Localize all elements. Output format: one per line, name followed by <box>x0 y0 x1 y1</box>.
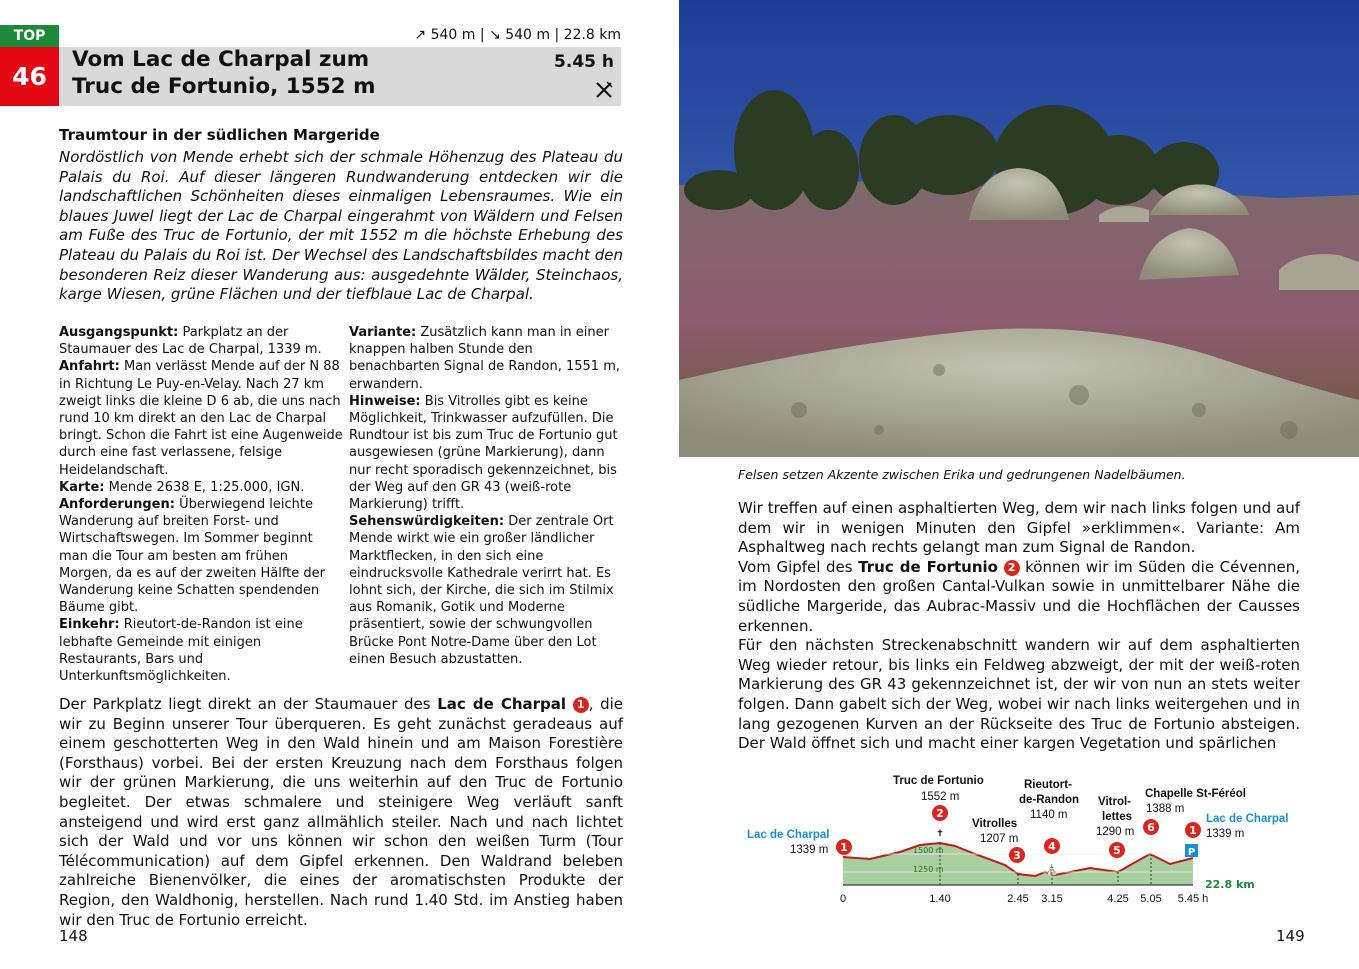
svg-text:2: 2 <box>936 807 944 820</box>
intro-text: Nordöstlich von Mende erhebt sich der schmale Höhenzug des Plateau du Palais du Roi. Auf dieser längeren Rundwanderung entdecken wir die landschaftlichen Schönheiten dieses einmaligen Lebensraumes. Wie ein blaues Juwel liegt der Lac de Charpal eingerahmt von Wäldern und Felsen am Fuße des Truc de Fortunio, der mit 1552 m die höchste Erhebung des Plateau du Palais du Roi ist. Der Wechsel des Landschaftsbildes macht den besonderen Reiz dieser Wanderung aus: ausgedehnte Wälder, Steinchaos, karge Wiesen, grüne Flächen und der tiefblaue Lac de Charpal. <box>59 148 623 304</box>
photo-caption: Felsen setzen Akzente zwischen Erika und gedrungenen Nadelbäumen. <box>738 467 1186 482</box>
place-name: Lac de Charpal <box>437 695 567 713</box>
info-label: Anfahrt: <box>59 359 120 375</box>
info-label: Karte: <box>59 479 105 495</box>
time-label: 5.05 <box>1140 893 1162 905</box>
parking-label: P <box>1187 847 1196 858</box>
tour-stats: ↗ 540 m | ↘ 540 m | 22.8 km <box>414 27 621 43</box>
waypoint-name: lettes <box>1102 811 1133 823</box>
info-entry <box>59 324 343 358</box>
time-label: 1.40 <box>929 893 951 905</box>
distance-label: 22.8 km <box>1205 878 1255 891</box>
waypoint-name: Vitrolles <box>972 818 1018 830</box>
waypoint-name: Vitrol- <box>1098 796 1132 808</box>
village-icon: ⛪ <box>1045 865 1059 876</box>
info-label: Anforderungen: <box>59 497 175 513</box>
info-entry <box>59 479 343 496</box>
time-label: 4.25 <box>1107 893 1129 905</box>
info-entry <box>59 616 343 685</box>
waypoint-name: Lac de Charpal <box>1206 813 1289 825</box>
svg-text:6: 6 <box>1147 821 1155 834</box>
tour-number-badge: 46 <box>0 47 59 106</box>
info-text: Bis Vitrolles gibt es keine Möglichkeit, Trinkwasser aufzufüllen. Die Rundtour ist bis zum Truc de Fortunio gut ausgewiesen (grüne Markierung), dann nur recht sporadisch gekennzeichnet, bis der Weg auf den GR 43 (weiß-rote Markierung) trifft. <box>349 393 618 513</box>
info-entry <box>59 496 343 616</box>
info-text: Parkplatz an der Staumauer des Lac de Charpal, 1339 m. <box>59 325 322 358</box>
body-paragraph: Für den nächsten Streckenabschnitt wandern wir auf dem asphaltierten Weg wieder retour, bis links ein Feldweg abzweigt, der mit der weiß-roten Markierung des GR 43 gekennzeichnet ist, der wir von nun an stets weiter folgen. Dann gabelt sich der Weg, wobei wir nach links weitergehen und in lang gezogenen Kurven an der Rückseite des Truc de Fortunio absteigen. Der Wald öffnet sich und macht einer kargen Vegetation und spärlichen <box>738 636 1300 753</box>
waypoint-name: Truc de Fortunio <box>893 775 984 787</box>
restaurant-icon <box>594 80 614 100</box>
title-line-2: Truc de Fortunio, 1552 m <box>72 74 376 99</box>
waypoint-name: Lac de Charpal <box>747 829 830 841</box>
info-label: Einkehr: <box>59 617 120 633</box>
svg-text:5: 5 <box>1113 844 1121 857</box>
summit-cross-icon: ✝ <box>936 829 944 839</box>
time-label: 2.45 <box>1007 893 1029 905</box>
info-label: Ausgangspunkt: <box>59 325 179 340</box>
waypoint-elevation: 1388 m <box>1146 803 1185 815</box>
grid-label: 1500 m <box>913 846 944 855</box>
info-entry <box>59 358 343 478</box>
waypoint-elevation: 1339 m <box>790 844 829 856</box>
info-label: Sehenswürdigkeiten: <box>349 514 505 530</box>
body-paragraph: Vom Gipfel des Truc de Fortunio 2 können wir im Süden die Cévennen, im Nordosten den großen Cantal-Vulkan sowie in unmittelbarer Nähe die südliche Margeride, das Aubrac-Massiv und die Hochflächen der Causses erkennen. <box>738 557 1300 635</box>
svg-text:4: 4 <box>1048 840 1056 853</box>
waypoint-marker: 1 <box>573 697 589 713</box>
time-label: 5.45 h <box>1177 893 1209 905</box>
page-title <box>72 46 512 100</box>
info-entry <box>349 393 623 513</box>
waypoint-name: de-Randon <box>1019 794 1080 806</box>
page-number-left: 148 <box>59 927 88 945</box>
info-text: Zusätzlich kann man in einer knappen halben Stunde den benachbarten Signal de Randon, 1551 m, erwandern. <box>349 325 620 392</box>
info-text: Überwiegend leichte Wanderung auf breiten Forst- und Wirtschaftswegen. Im Sommer beginnt man die Tour am besten am frühen Morgen, da es auf der zweiten Hälfte der Wanderung keine Schatten spendenden Bäume gibt. <box>59 497 325 616</box>
title-line-1: Vom Lac de Charpal zum <box>72 47 370 72</box>
waypoint-elevation: 1207 m <box>980 833 1019 845</box>
body-paragraph: Wir treffen auf einen asphaltierten Weg, dem wir nach links folgen und auf dem wir in wenigen Minuten den Gipfel »erklimmen«. Variante: Am Asphaltweg nach rechts gelangt man zum Signal de Randon. <box>738 499 1300 557</box>
top-badge: TOP <box>0 25 59 47</box>
info-label: Variante: <box>349 325 417 340</box>
waypoint-elevation: 1552 m <box>921 791 960 803</box>
waypoint-elevation: 1290 m <box>1096 826 1135 838</box>
landscape-photo <box>679 0 1359 457</box>
info-text: Man verlässt Mende auf der N 88 in Richtung Le Puy-en-Velay. Nach 27 km zweigt links die kleine D 6 ab, die uns nach rund 10 km direkt an den Lac de Charpal bringt. Schon die Fahrt ist eine Augenweide durch eine fast verlassene, felsige Heidelandschaft. <box>59 359 343 478</box>
svg-text:1: 1 <box>1189 824 1197 837</box>
tour-duration: 5.45 h <box>554 52 614 72</box>
time-label: 3.15 <box>1041 893 1063 905</box>
info-text: Der zentrale Ort Mende wirkt wie ein großer ländlicher Marktflecken, in den sich eine eindrucksvolle Kathedrale verirrt hat. Es lohnt sich, der Kirche, die sich im Stilmix aus Romanik, Gotik und Moderne präsentiert, sowie der schwungvollen Brücke Pont Notre-Dame über den Lot einen Besuch abzustatten. <box>349 514 614 667</box>
grid-label: 1250 m <box>913 865 944 874</box>
info-column-left <box>59 324 343 685</box>
info-text: Rieutort-de-Randon ist eine lebhafte Gemeinde mit einigen Restaurants, Bars und Unterkunftsmöglichkeiten. <box>59 617 303 685</box>
svg-text:3: 3 <box>1013 849 1021 862</box>
page-number-right: 149 <box>1276 927 1305 945</box>
elevation-profile <box>740 766 1300 911</box>
info-entry <box>349 324 623 393</box>
waypoint-elevation: 1339 m <box>1206 828 1245 840</box>
time-label: 0 <box>839 893 847 905</box>
info-entry <box>349 513 623 668</box>
waypoint-name: Rieutort- <box>1024 779 1072 791</box>
body-text-right <box>738 499 1300 754</box>
waypoint-elevation: 1140 m <box>1030 809 1068 821</box>
info-label: Hinweise: <box>349 393 421 409</box>
body-paragraph: Der Parkplatz liegt direkt an der Staumauer des Lac de Charpal 1 , die wir zu Beginn unserer Tour überqueren. Es geht zunächst geradeaus auf einem geschotterten Weg in den Wald hinein und am Maison Forestière (Forsthaus) vorbei. Bei der ersten Kreuzung nach dem Forsthaus folgen wir der grünen Markierung, die uns weiterhin auf den Truc de Fortunio begleitet. Der etwas schmalere und steinigere Weg verläuft sanft ansteigend und wird erst ganz allmählich steiler. Nach und nach lichtet sich der Wald und vor uns können wir schon den weißen Turm (Tour Télécommunication) auf dem Gipfel erkennen. Den Waldrand beleben zahlreiche Bienenvölker, die eines der aromatischsten Produkte der Region, den Waldhonig, herstellen. Nach rund 1.40 Std. im Anstieg haben wir den Truc de Fortunio erreicht. <box>59 695 623 929</box>
place-name: Truc de Fortunio <box>858 557 998 576</box>
svg-text:1: 1 <box>840 841 848 854</box>
info-text: Mende 2638 E, 1:25.000, IGN. <box>108 479 305 495</box>
body-text-left <box>59 695 623 930</box>
waypoint-name: Chapelle St-Féréol <box>1145 788 1246 800</box>
info-column-right <box>349 324 623 668</box>
waypoint-marker: 2 <box>1004 560 1020 576</box>
subtitle: Traumtour in der südlichen Margeride <box>59 126 380 144</box>
